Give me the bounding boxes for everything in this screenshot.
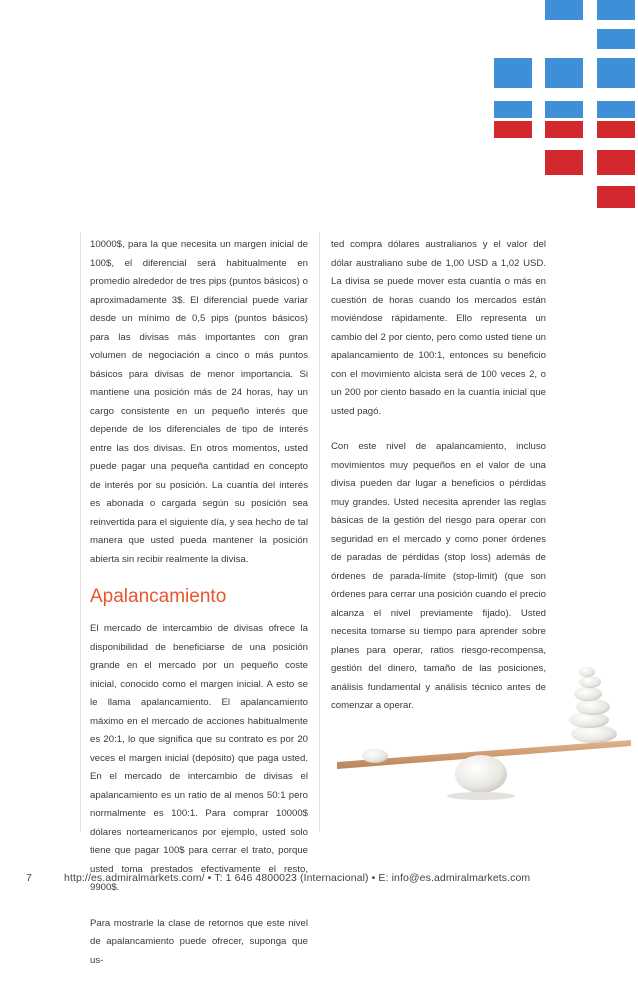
left-paragraph-1: 10000$, para la que necesita un margen inicial de 100$, el diferencial será habitualmente en promedio alrededor de tres pips (puntos básicos) o aproximadamente 3$. El diferencial puede variar desde un mínimo de 0,5 pips (puntos básicos) para las divisas más importantes con gran volumen de negociación a cinco o más puntos básicos para divisas de menor importancia. Si mantiene una posición más de 24 horas, hay un cargo consistente en un pequeño interés que depende de los diferenciales de tipo de interés entre las dos divisas. En otros momentos, usted puede pagar una pequeña cantidad en concepto de interés por su posición. La cuantía del interés es abonada o cargada según su posición sea reinvertida para el siguiente día, y sea hecho de tal manera que usted pueda mantener la posición abierta sin recibir realmente la divisa. bbox=[90, 239, 308, 565]
column-rule-left bbox=[80, 232, 81, 832]
blue-squares bbox=[494, 0, 635, 118]
seesaw-pebbles-image bbox=[331, 612, 634, 840]
footer-contact: http://es.admiralmarkets.com/ • T: 1 646 4800023 (Internacional) • E: info@es.admiralmarkets.com bbox=[64, 872, 531, 884]
left-paragraph-2: El mercado de intercambio de divisas ofrece la disponibilidad de beneficiarse de una posición grande en el mercado por un pequeño coste inicial, conocido como el margen inicial. A esto se le llama apalancamiento. El apalancamiento máximo en el mercado de acciones habitualmente es 20:1, lo que significa que su contrato es por 20 veces el margen inicial (depósito) que paga usted. En el mercado de intercambio de divisas el apalancamiento es un ratio de al menos 50:1 pero normalmente es 100:1. Para comprar 10000$ dólares norteamericanos por ejemplo, usted solo tiene que pagar 100$ para cerrar el trato, porque usted toma prestados efectivamente el resto, 9900$. bbox=[90, 623, 308, 893]
section-heading: Apalancamiento bbox=[90, 586, 227, 607]
right-paragraph-2: Con este nivel de apalancamiento, incluso movimientos muy pequeños en el valor de una divisa pueden dar lugar a beneficios o pérdidas muy grandes. Usted necesita aprender las reglas básicas de la gestión del riesgo para operar con seguridad en el mercado y como poner órdenes de paradas de pérdidas (stop loss) además de órdenes de parada-límite (stop-limit) (que son órdenes para cerrar una posición cuando el precio alcanza el nivel previamente fijado). Usted necesita tomarse su tiempo para aprender sobre planes para operar, ratios riesgo-recompensa, gestión del dinero, tamaño de las posiciones, análisis fundamental y análisis técnico antes de comenzar a operar. bbox=[331, 441, 546, 711]
red-squares bbox=[494, 121, 635, 208]
column-rule-middle bbox=[319, 232, 320, 832]
decorative-squares bbox=[0, 0, 638, 210]
right-paragraph-1: ted compra dólares australianos y el valor del dólar australiano sube de 1,00 USD a 1,02 USD. La divisa se puede mover esta cuantía o más en cuestión de horas cuando los mercados están moviéndose rápidamente. Ello representa un cambio del 2 por ciento, pero como usted tiene un apalancamiento de 100:1, entonces su beneficio con el movimiento alcista será de 100 veces 2, o un 200 por ciento basado en la cuantía inicial que usted pagó. bbox=[331, 239, 546, 417]
page-number: 7 bbox=[26, 872, 32, 884]
left-paragraph-3: Para mostrarle la clase de retornos que este nivel de apalancamiento puede ofrecer, suponga que us- bbox=[90, 917, 308, 966]
